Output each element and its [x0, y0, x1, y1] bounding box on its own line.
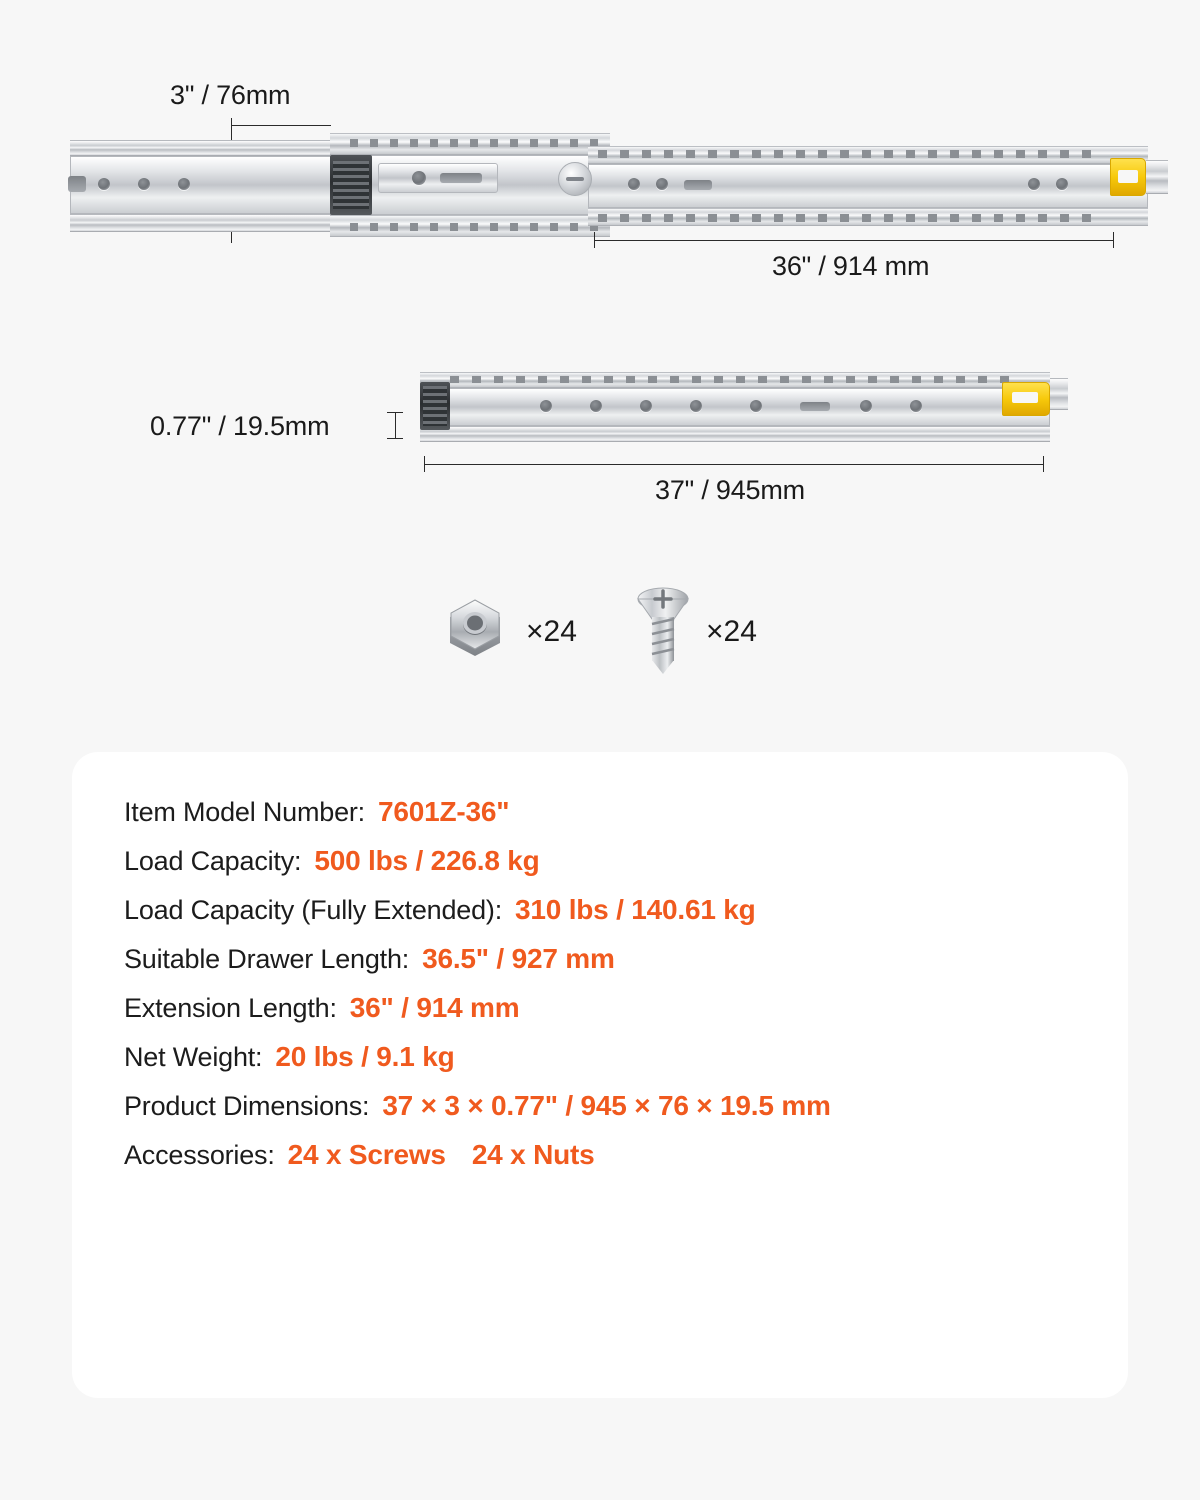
spec-label: Load Capacity (Fully Extended):	[124, 895, 502, 925]
screw-count-label: ×24	[706, 615, 757, 648]
spec-value: 36" / 914 mm	[349, 992, 520, 1023]
top-band-perforations	[350, 139, 600, 147]
length-dimension-line	[424, 464, 1044, 465]
spec-label: Item Model Number:	[124, 797, 365, 827]
spec-label: Net Weight:	[124, 1042, 263, 1072]
inner-rail-perforations	[598, 150, 1098, 158]
release-tab-notch	[1118, 170, 1138, 183]
length-dimension-label: 37" / 945mm	[655, 475, 805, 505]
spec-value-screws: 24 x Screws	[287, 1139, 446, 1170]
extension-dimension-line	[594, 240, 1114, 241]
mounting-hole	[750, 400, 762, 412]
extension-dimension-cap-right	[1113, 232, 1114, 248]
extension-dimension-label: 36" / 914 mm	[772, 251, 930, 281]
closed-slide-body	[420, 372, 1050, 442]
spec-row-extension-length	[124, 992, 1088, 1024]
flat-head-screw-icon	[630, 586, 696, 678]
top-width-dimension-label: 3" / 76mm	[170, 80, 291, 110]
release-hole	[1056, 178, 1068, 190]
top-width-dimension-line	[231, 125, 331, 126]
spec-label: Suitable Drawer Length:	[124, 944, 410, 974]
detent-hole	[412, 171, 426, 185]
spec-row-product-dimensions	[124, 1090, 1088, 1122]
thickness-dimension-cap-bottom	[387, 438, 403, 439]
spec-value: 20 lbs / 9.1 kg	[275, 1041, 455, 1072]
bearing-retainer-ribs	[333, 161, 369, 209]
length-dimension-cap-right	[1043, 456, 1044, 472]
spec-value-nuts: 24 x Nuts	[471, 1139, 595, 1170]
specification-list	[124, 796, 1088, 1188]
spec-row-net-weight	[124, 1041, 1088, 1073]
disconnect-lever-slot	[566, 177, 584, 181]
spec-label: Extension Length:	[124, 993, 337, 1023]
thickness-dimension-cap-top	[387, 412, 403, 413]
mounting-hole	[640, 400, 652, 412]
spec-value: 500 lbs / 226.8 kg	[314, 845, 540, 876]
closed-slide-bottom-band	[420, 426, 1050, 442]
spec-label: Accessories:	[124, 1140, 275, 1170]
mounting-hole	[98, 178, 110, 190]
closed-slide-right-cap	[1050, 378, 1068, 410]
closed-slide-perforations	[450, 376, 1010, 383]
hex-nut-icon	[440, 596, 510, 668]
release-tab-notch-side	[1012, 392, 1038, 403]
mounting-hole	[860, 400, 872, 412]
extension-dimension-cap-left	[594, 232, 595, 248]
nut-fastener-group	[440, 596, 577, 668]
closed-slide-bearing-ribs	[423, 386, 447, 426]
length-dimension-cap-left	[424, 456, 425, 472]
spec-row-load-capacity-extended	[124, 894, 1088, 926]
spec-value: 7601Z-36"	[377, 796, 510, 827]
inner-rail-perforations-bottom	[598, 214, 1098, 222]
release-hole	[1028, 178, 1040, 190]
rail-right-cap	[1146, 160, 1168, 194]
spec-value: 36.5" / 927 mm	[422, 943, 615, 974]
mounting-slot	[68, 176, 86, 192]
spec-label: Product Dimensions:	[124, 1091, 370, 1121]
release-slot	[684, 180, 712, 190]
spec-row-accessories	[124, 1139, 1088, 1171]
spec-row-drawer-length	[124, 943, 1088, 975]
specification-card	[72, 752, 1128, 1398]
nut-count-label: ×24	[526, 615, 577, 648]
spec-label: Load Capacity:	[124, 846, 302, 876]
mounting-slot	[800, 402, 830, 411]
closed-slide-face	[420, 388, 1050, 426]
bottom-band-perforations	[350, 223, 600, 231]
spec-row-load-capacity	[124, 845, 1088, 877]
mounting-hole	[910, 400, 922, 412]
mounting-hole	[690, 400, 702, 412]
inner-rail-member	[588, 146, 1148, 226]
mounting-hole	[540, 400, 552, 412]
screw-fastener-group	[630, 586, 757, 678]
spec-value: 310 lbs / 140.61 kg	[515, 894, 756, 925]
spec-value: 37 × 3 × 0.77" / 945 × 76 × 19.5 mm	[382, 1090, 831, 1121]
mounting-hole	[590, 400, 602, 412]
mounting-hole	[138, 178, 150, 190]
detent-slot	[440, 173, 482, 183]
release-hole	[656, 178, 668, 190]
spec-row-model-number	[124, 796, 1088, 828]
release-hole	[628, 178, 640, 190]
thickness-dimension-line	[395, 412, 396, 438]
mounting-hole	[178, 178, 190, 190]
thickness-dimension-label: 0.77" / 19.5mm	[150, 411, 330, 441]
